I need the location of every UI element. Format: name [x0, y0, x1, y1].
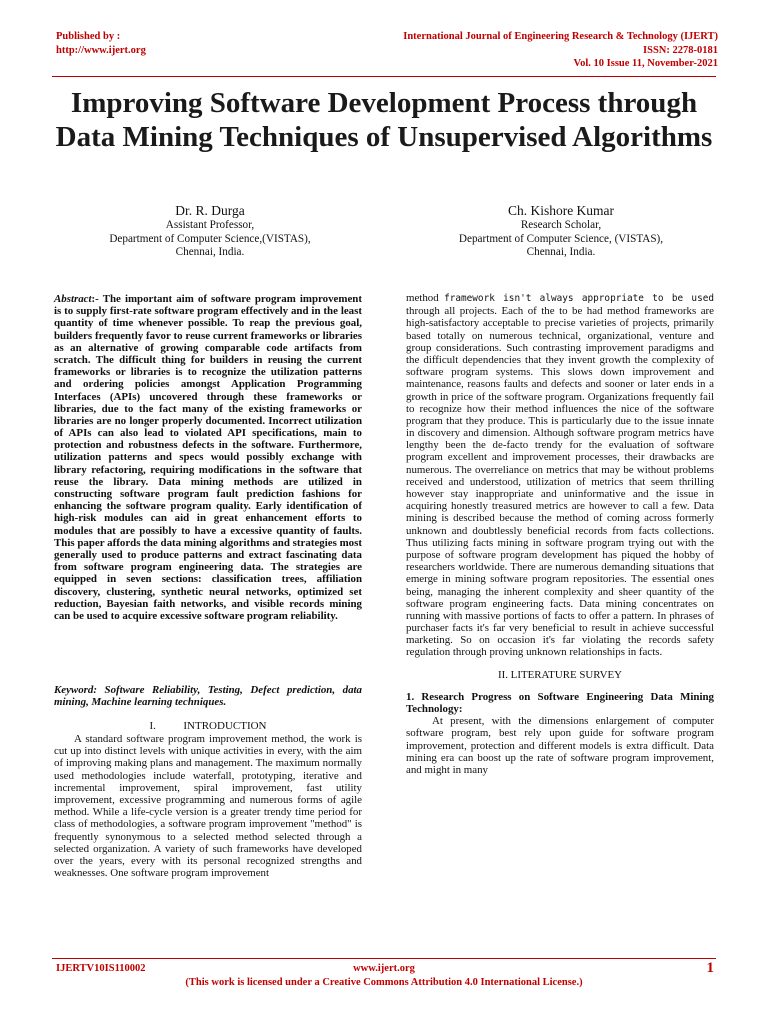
footer-divider: [52, 958, 716, 959]
issn: ISSN: 2278-0181: [643, 44, 718, 56]
footer-center: [0, 962, 768, 989]
literature-paragraph: At present, with the dimensions enlargement of computer software program, best rely upon guide for software program improvement, protection and different models is extra difficult. Data mining era can boost up the rate of software program improvement, and might in many: [406, 715, 714, 776]
header-right: [403, 30, 718, 71]
author-name: Dr. R. Durga: [175, 203, 245, 218]
abstract-text: The important aim of software program improvement is to supply first-rate software program effectively and in the least quantity of time whenever possible. To reap the previous goal, builders frequently favor to reuse current frameworks or libraries as an alternative of growing comparable code artifacts from scratch. The difficult thing for builders in reusing the current frameworks or libraries is to recognize the utilization patterns and ordering policies amongst Application Programming Interfaces (APIs) uncovered through these frameworks or libraries, due to the fact many of the existing frameworks or libraries are no longer properly documented. Incorrect utilization of APIs can also lead to violated API specifications, main to protection and robustness defects in the software. Furthermore, utilization patterns and specs would possibly exchange with library refactoring, requiring modifications in the software that reuse the library. Data mining methods are utilized in constructing software program fault prediction fashions for enhancing the software program quality. Early identification of high-risk modules can aid in great enhancement efforts to modules that are possibly to have a excessive quantity of faults. This paper affords the data mining algorithms and strategies most generally used to produce patterns and extract fascinating data from software program engineering data. The strategies are equipped in seven sections: classification trees, affiliation discovery, clustering, synthetic neural networks, optimized set reduction, Bayesian faith networks, and visible records mining can be used to acquire excessive software program reliability.: [54, 293, 362, 622]
footer-website-link[interactable]: www.ijert.org: [353, 963, 415, 974]
subsection-heading: 1. Research Progress on Software Engineering Data Mining Technology:: [406, 690, 714, 715]
author-block-1: [60, 202, 360, 260]
header-divider: [52, 76, 716, 77]
author-department: Department of Computer Science,(VISTAS),: [109, 232, 311, 245]
intro-cont-lead: method: [406, 292, 445, 304]
intro-continuation: [406, 292, 714, 659]
author-location: Chennai, India.: [526, 246, 596, 259]
author-department: Department of Computer Science, (VISTAS),: [458, 232, 664, 245]
published-by: Published by :: [56, 31, 121, 42]
introduction-body: [54, 733, 362, 879]
intro-paragraph: A standard software program improvement method, the work is cut up into distinct levels with unique activities in every, with the aim of improving making plans and management. The maximum normally used methodologies include waterfall, prototyping, iterative and incremental improvement, spiral improvement, fast utility improvement, excessive programming and numerous forms of agile method. While a life-cycle version is a greater trendy time period for class of methodologies, a software program improvement "method" is frequently synonymous to a selected method selected through a selected organization. A variety of such frameworks have developed over the years, every with its personal recognized strengths and weaknesses. One software program improvement: [54, 733, 362, 880]
paper-title: Improving Software Development Process through Data Mining Techniques of Unsupervised Algorithms: [55, 87, 713, 153]
page-number: 1: [706, 960, 714, 976]
author-role: Assistant Professor,: [165, 219, 255, 231]
abstract: [54, 293, 362, 622]
author-name: Ch. Kishore Kumar: [507, 203, 615, 218]
keywords: Keyword: Software Reliability, Testing, Defect prediction, data mining, Machine learning techniques.: [54, 684, 362, 709]
header-left: [56, 30, 146, 57]
abstract-label: Abstract: [54, 293, 92, 305]
author-block-2: [411, 202, 711, 260]
paper-id: IJERTV10IS110002: [56, 963, 146, 974]
author-role: Research Scholar,: [520, 219, 602, 231]
intro-cont-rest: through all projects. Each of the to be had method frameworks are high-satisfactory acceptable to precise varieties of projects, primarily based totally on numerous technical, organizational, venture and group considerations. Such contrasting improvement paradigms and the difficult dependencies that they invent growth the complexity of software program systems. This slows down improvement and maintenance, reasons faults and defects and sooner or later ends in a growth in price of the software program. Organizations frequently fail to recognize how their method influences the nice of the software program that they produce. This is particularly due to the issue innate in discovery and dimension. Although software program metrics have lengthy been the de-facto trendy for the evaluation of software program excellent and improvement processes, their drawbacks are numerous. The overreliance on metrics that may be without problems received and understood, utilization of metrics that seem thrilling however stay inappropriate and uninformative and the issue in acquiring honestly treasured metrics are however to call a few. Data mining is described because the method of coming across formerly unknown and doubtlessly beneficial records from facts collections. Thus utilizing facts mining in software program trying out with the purpose of software program development has piqued the hobby of researchers worldwide. There are numerous demanding situations that emerge in mining software program repositories. The essential ones being, managing the inherent complexity and sheer quantity of the software program engineering facts. Data mining concentrates on running with massive portions of facts to offer a pattern. In phrases of purchaser facts it's far very beneficial to result in achieve successful marketing. So on occasion it's far violating the records safety regulation through proving unknown relationships in facts.: [406, 305, 714, 659]
section-heading-literature-survey: II. LITERATURE SURVEY: [497, 668, 623, 681]
header-website-link[interactable]: http://www.ijert.org: [56, 44, 146, 56]
license-note: (This work is licensed under a Creative Commons Attribution 4.0 International License.): [185, 976, 583, 988]
journal-name: International Journal of Engineering Research & Technology (IJERT): [403, 31, 718, 42]
volume-issue: Vol. 10 Issue 11, November-2021: [573, 58, 718, 69]
section-heading-introduction: I. INTRODUCTION: [149, 720, 267, 732]
author-location: Chennai, India.: [175, 246, 245, 259]
right-column: [406, 292, 714, 776]
intro-cont-mono: framework isn't always appropriate to be used: [444, 293, 715, 304]
abstract-separator: :-: [91, 293, 99, 305]
